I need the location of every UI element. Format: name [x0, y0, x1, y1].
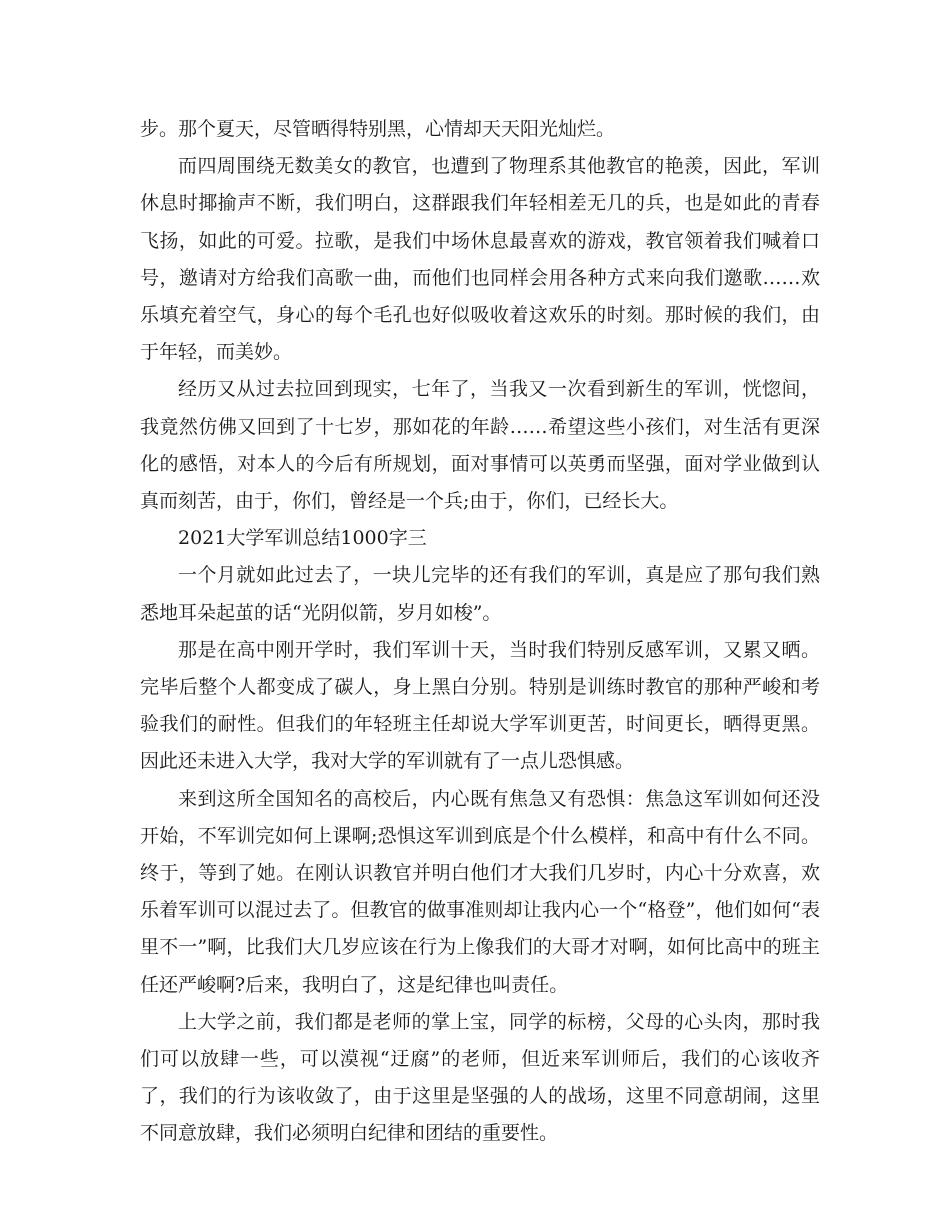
paragraph-continuation: 步。那个夏天，尽管晒得特别黑，心情却天天阳光灿烂。: [140, 118, 616, 140]
paragraph: 那是在高中刚开学时，我们军训十天，当时我们特别反感军训，又累又晒。完毕后整个人都变成了碳人，身上黑白分别。特别是训练时教官的那种严峻和考验我们的耐性。但我们的年轻班主任却说大学军训更苦，时间更长，晒得更黑。因此还未进入大学，我对大学的军训就有了一点儿恐惧感。: [140, 638, 820, 773]
paragraph: 而四周围绕无数美女的教官，也遭到了物理系其他教官的艳羡，因此，军训休息时揶揄声不断，我们明白，这群跟我们年轻相差无几的兵，也是如此的青春飞扬，如此的可爱。拉歌，是我们中场休息最喜欢的游戏，教官领着我们喊着口号，邀请对方给我们高歌一曲，而他们也同样会用各种方式来向我们邀歌……欢乐填充着空气，身心的每个毛孔也好似吸收着这欢乐的时刻。那时候的我们，由于年轻，而美妙。: [140, 155, 820, 364]
paragraph: 一个月就如此过去了，一块儿完毕的还有我们的军训，真是应了那句我们熟悉地耳朵起茧的话“光阴似箭，岁月如梭”。: [140, 564, 820, 624]
paragraph: 来到这所全国知名的高校后，内心既有焦急又有恐惧：焦急这军训如何还没开始，不军训完如何上课啊;恐惧这军训到底是个什么模样，和高中有什么不同。终于，等到了她。在刚认识教官并明白他们才大我们几岁时，内心十分欢喜，欢乐着军训可以混过去了。但教官的做事准则却让我内心一个“格登”，他们如何“表里不一”啊，比我们大几岁应该在行为上像我们的大哥才对啊，如何比高中的班主任还严峻啊?后来，我明白了，这是纪律也叫责任。: [140, 787, 820, 996]
paragraph: 经历又从过去拉回到现实，七年了，当我又一次看到新生的军训，恍惚间，我竟然仿佛又回到了十七岁，那如花的年龄……希望这些小孩们，对生活有更深化的感悟，对本人的今后有所规划，面对事情可以英勇而坚强，面对学业做到认真而刻苦，由于，你们，曾经是一个兵;由于，你们，已经长大。: [140, 378, 820, 513]
section-heading: 2021大学军训总结1000字三: [178, 527, 427, 550]
document-body: [140, 111, 820, 1153]
paragraph: 上大学之前，我们都是老师的掌上宝，同学的标榜，父母的心头肉，那时我们可以放肆一些，可以漠视“迂腐”的老师，但近来军训师后，我们的心该收齐了，我们的行为该收敛了，由于这里是坚强的人的战场，这里不同意胡闹，这里不同意放肆，我们必须明白纪律和团结的重要性。: [140, 1010, 820, 1145]
